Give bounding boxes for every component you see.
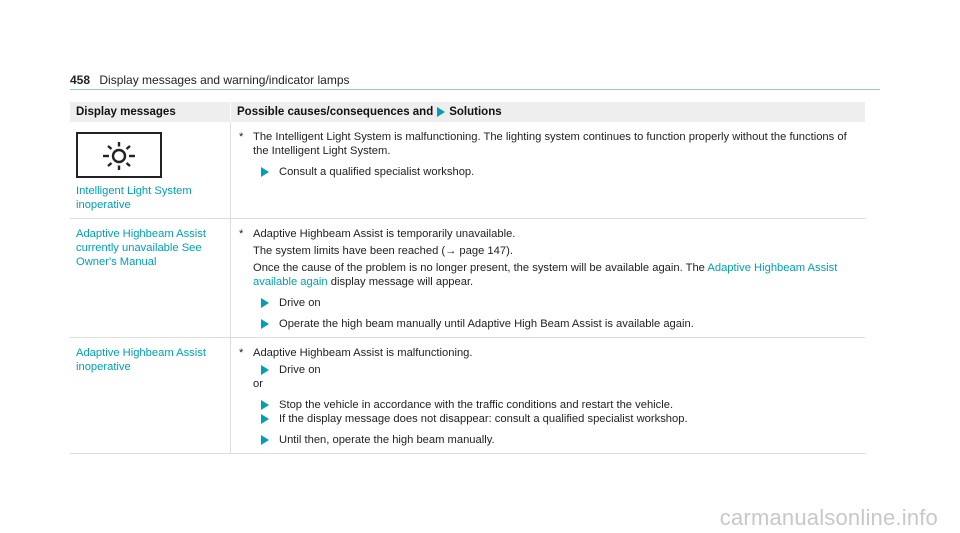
- display-messages-table: [70, 102, 865, 454]
- solution-step-text: Drive on: [279, 297, 321, 309]
- causes-solutions-cell: [231, 338, 866, 454]
- solution-step: [261, 165, 859, 179]
- cause-paragraph: [237, 346, 859, 360]
- solution-step: [261, 317, 859, 331]
- display-message-cell: [70, 219, 231, 338]
- action-triangle-icon: [437, 107, 445, 117]
- cause-marker: *: [239, 131, 244, 143]
- bulb-warning-icon: [101, 139, 137, 171]
- or-separator: or: [253, 378, 263, 390]
- cause-marker: *: [239, 347, 244, 359]
- page-reference-arrow-icon: →: [445, 245, 457, 257]
- solution-step: [261, 412, 859, 426]
- solution-step-text: Until then, operate the high beam manually.: [279, 434, 495, 446]
- table-row: [70, 338, 865, 454]
- solution-step: [261, 296, 859, 310]
- causes-solutions-cell: [231, 122, 866, 219]
- action-triangle-icon: [261, 435, 269, 445]
- display-message-text: Adaptive Highbeam Assist currently unavailable See Owner's Manual: [76, 228, 206, 268]
- solution-step: [261, 363, 859, 377]
- cause-text: Adaptive Highbeam Assist is malfunctioning.: [253, 347, 473, 359]
- column-header-causes: Possible causes/consequences and: [237, 106, 434, 118]
- solution-step-text: Stop the vehicle in accordance with the traffic conditions and restart the vehicle.: [279, 399, 674, 411]
- action-triangle-icon: [261, 400, 269, 410]
- table-row: [70, 122, 865, 219]
- page-header-title: Display messages and warning/indicator lamps: [99, 73, 350, 87]
- display-message-cell: [70, 338, 231, 454]
- cause-marker: *: [239, 228, 244, 240]
- display-message-cell: [70, 122, 231, 219]
- cause-text: The Intelligent Light System is malfunctioning. The lighting system continues to function properly without the functions of the Intelligent Light System.: [253, 131, 847, 157]
- solution-step-text: Consult a qualified specialist workshop.: [279, 166, 475, 178]
- page-header: [70, 73, 880, 90]
- system-limits-text: The system limits have been reached (→ page 147).: [253, 245, 513, 257]
- cause-text: Adaptive Highbeam Assist is temporarily unavailable.: [253, 228, 516, 240]
- cause-paragraph: [237, 130, 859, 158]
- column-header-display-messages: Display messages: [70, 102, 231, 122]
- page-reference-link[interactable]: page 147).: [456, 245, 513, 257]
- display-message-inline: Adaptive Highbeam Assist available again: [253, 262, 838, 288]
- action-triangle-icon: [261, 365, 269, 375]
- table-row: [70, 219, 865, 338]
- action-triangle-icon: [261, 319, 269, 329]
- light-system-icon: [76, 132, 162, 178]
- solution-step: [261, 398, 859, 412]
- column-header-solutions: Solutions: [449, 106, 502, 118]
- action-triangle-icon: [261, 414, 269, 424]
- solution-step-text: Drive on: [279, 364, 321, 376]
- page-number: 458: [70, 73, 91, 87]
- cause-paragraph: [237, 227, 859, 241]
- action-triangle-icon: [261, 298, 269, 308]
- display-message-text: Adaptive Highbeam Assist inoperative: [76, 347, 206, 373]
- solution-step-text: Operate the high beam manually until Adaptive High Beam Assist is available again.: [279, 318, 694, 330]
- column-header-causes-solutions: [231, 102, 866, 122]
- watermark: carmanualsonline.info: [719, 505, 938, 530]
- solution-step-text: If the display message does not disappear: consult a qualified specialist workshop.: [279, 413, 688, 425]
- display-message-text: Intelligent Light System inoperative: [76, 185, 192, 211]
- action-triangle-icon: [261, 167, 269, 177]
- table-header-row: [70, 102, 865, 122]
- solution-step: [261, 433, 859, 447]
- recovery-text: Once the cause of the problem is no longer present, the system will be available again. The Adaptive Highbeam Assist available again display message will appear.: [253, 262, 838, 288]
- causes-solutions-cell: [231, 219, 866, 338]
